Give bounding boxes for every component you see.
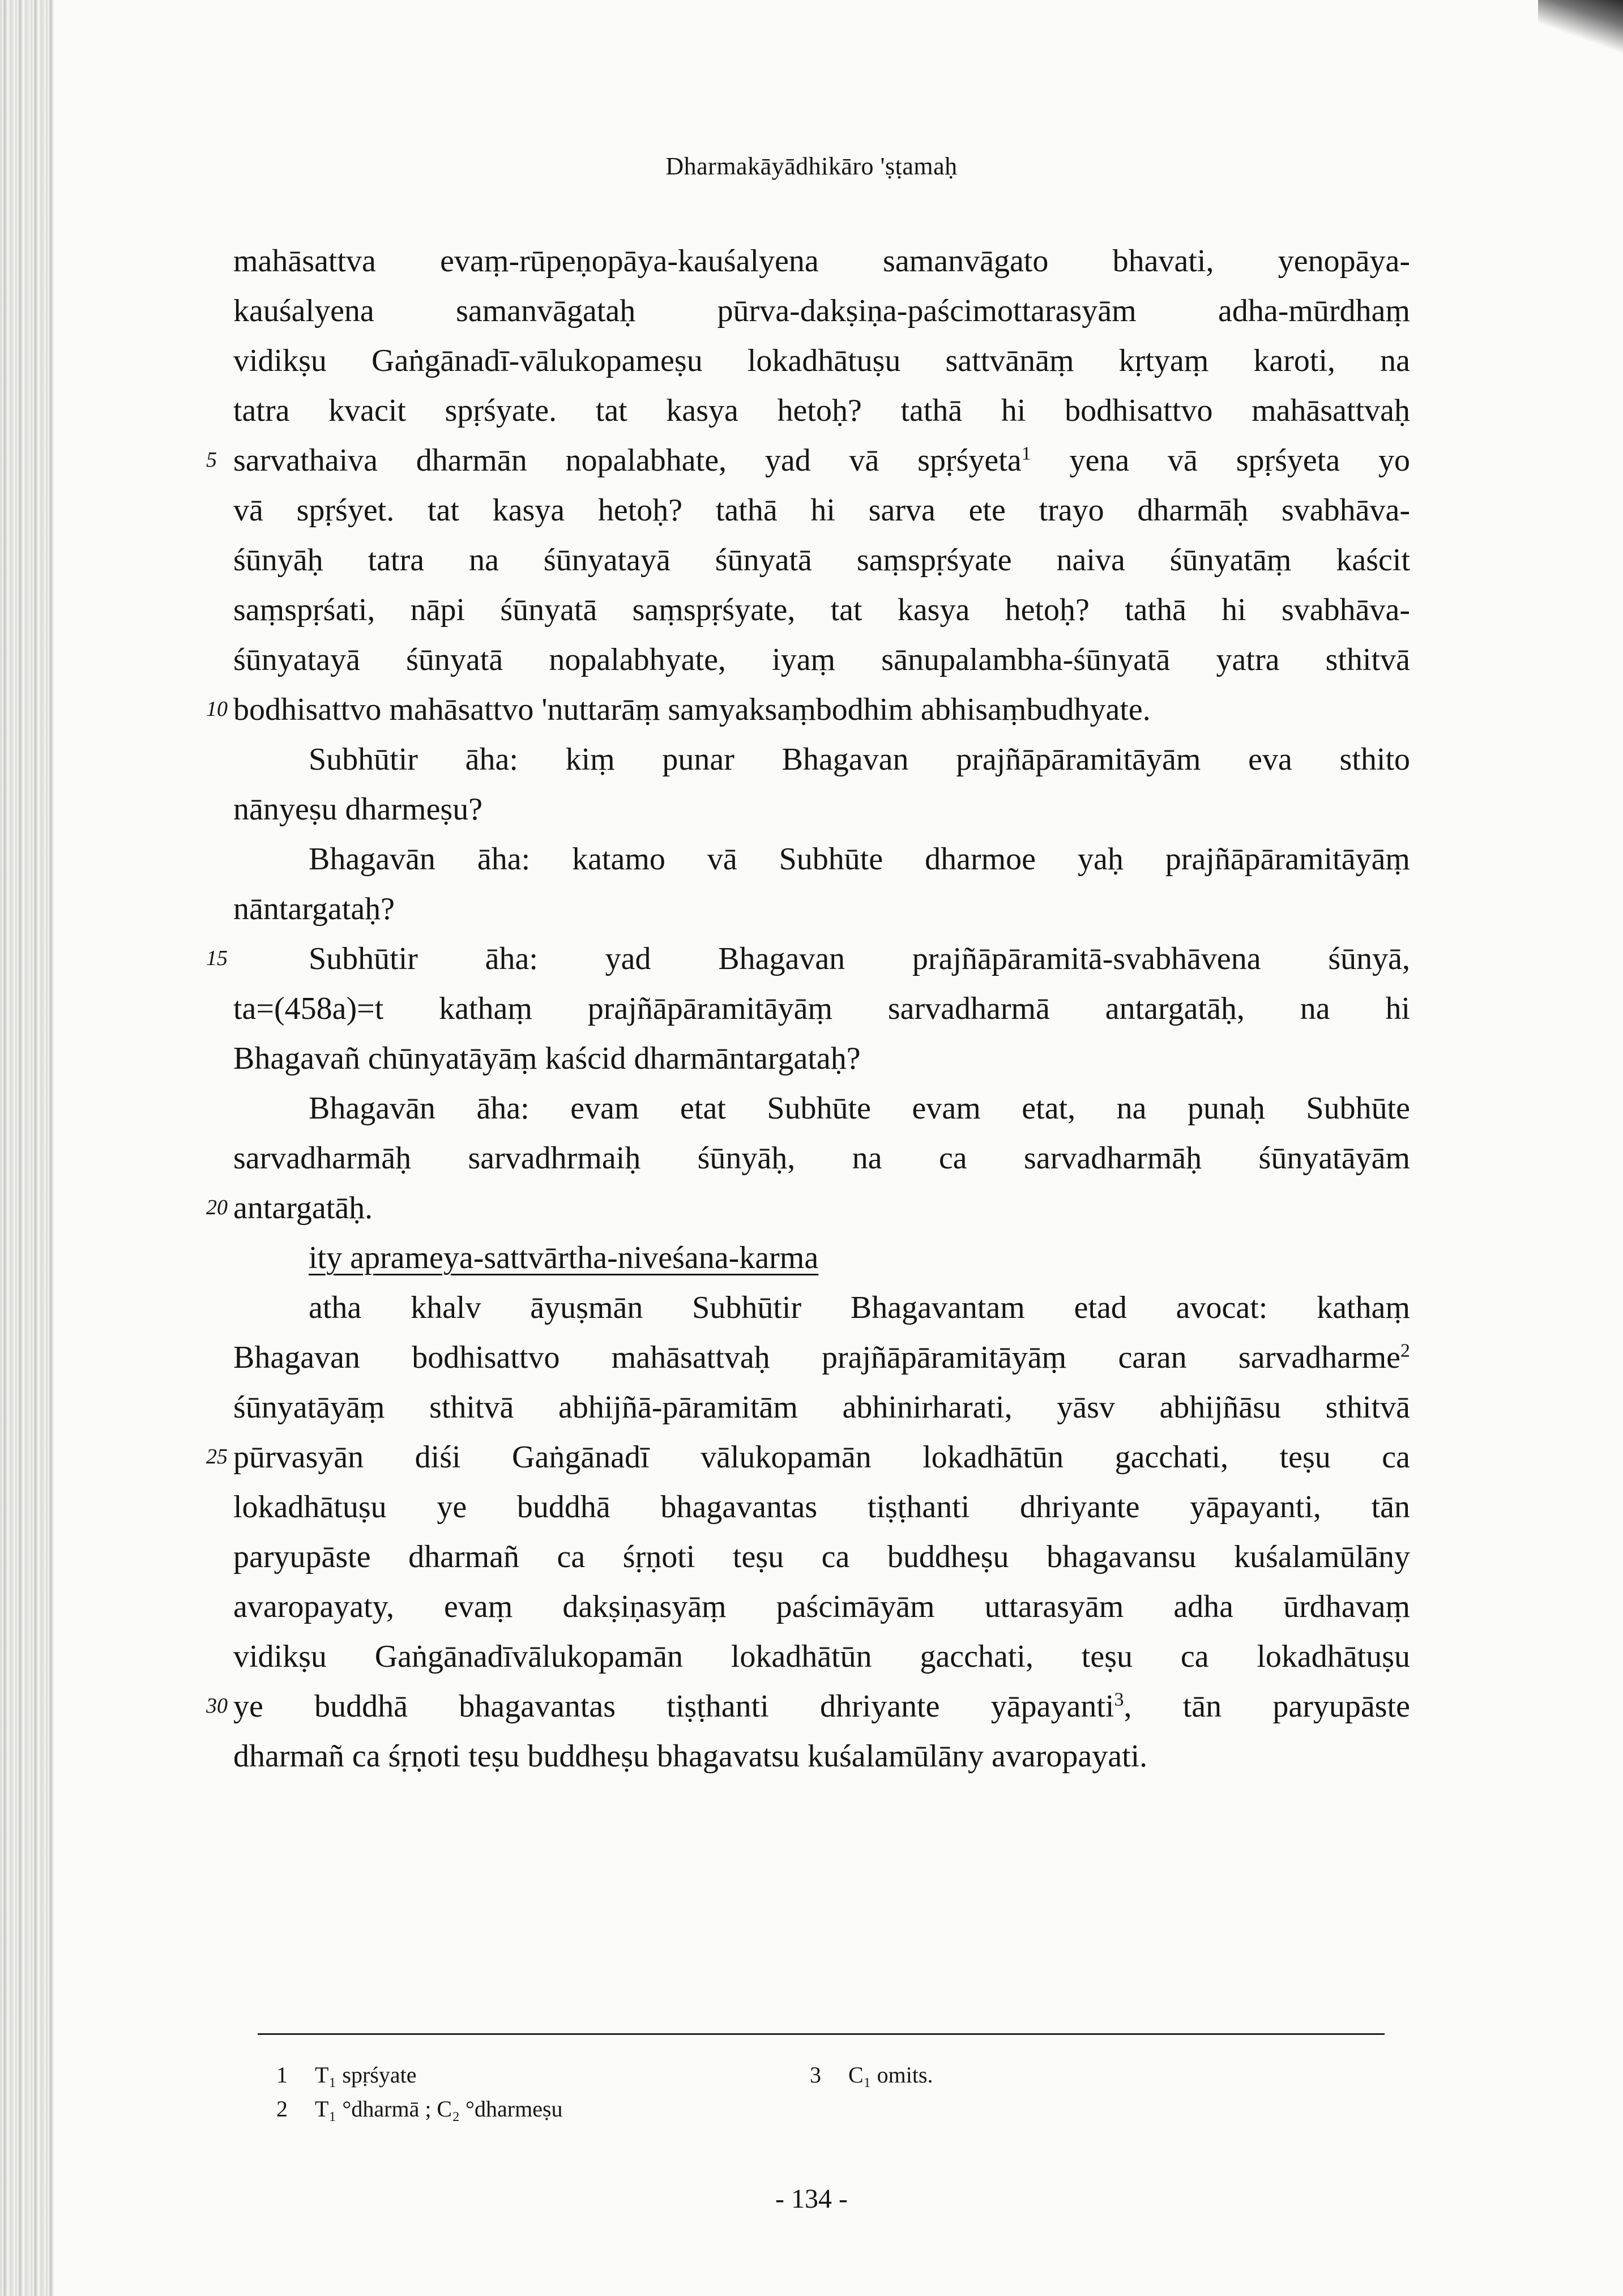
text-line: Subhūtir āha: kiṃ punar Bhagavan prajñāpāramitāyām eva sthito <box>309 742 1410 777</box>
footnote-ref: 1 <box>1021 443 1031 464</box>
section-heading: ity aprameya-sattvārtha-niveśana-karma <box>309 1240 819 1275</box>
text-line: avaropayaty, evaṃ dakṣiṇasyāṃ paścimāyām uttarasyām adha ūrdhavaṃ <box>233 1589 1410 1624</box>
text-line: ta=(458a)=t kathaṃ prajñāpāramitāyāṃ sarvadharmā antargatāḥ, na hi <box>233 991 1410 1026</box>
scan-corner-shadow <box>1538 0 1623 62</box>
scan-binding-edge <box>0 0 54 2296</box>
text-line: Bhagavān āha: evam etat Subhūte evam etat, na punaḥ Subhūte <box>309 1091 1410 1126</box>
text-line: saṃspṛśati, nāpi śūnyatā saṃspṛśyate, tat kasya hetoḥ? tathā hi svabhāva- <box>233 592 1410 628</box>
running-header: Dharmakāyādhikāro 'ṣṭamaḥ <box>665 152 958 180</box>
text-line: sarvathaiva dharmān nopalabhate, yad vā spṛśyeta$^1$ yena vā spṛśyeta yo <box>233 443 1411 478</box>
text-line: śūnyatayā śūnyatā nopalabhyate, iyaṃ sānupalambha-śūnyatā yatra sthitvā <box>233 642 1410 677</box>
line-number: 15 <box>206 946 228 970</box>
footnote-ref: 2 <box>1400 1340 1410 1362</box>
text-line: vidikṣu Gaṅgānadīvālukopamān lokadhātūn gacchati, teṣu ca lokadhātuṣu <box>233 1639 1410 1674</box>
text-line: nāntargataḥ? <box>233 891 395 927</box>
footnote-divider <box>258 2033 1385 2035</box>
text-line: atha khalv āyuṣmān Subhūtir Bhagavantam etad avocat: kathaṃ <box>309 1290 1410 1325</box>
page-number: - 134 - <box>775 2184 848 2214</box>
line-number: 20 <box>206 1196 228 1219</box>
footnote: 2 T₁ °dharmā ; C₂ °dharmeṣu <box>276 2096 563 2122</box>
text-line: Bhagavañ chūnyatāyāṃ kaścid dharmāntargataḥ? <box>233 1041 861 1076</box>
line-number: 10 <box>206 697 228 721</box>
text-line: dharmañ ca śṛṇoti teṣu buddheṣu bhagavatsu kuśalamūlāny avaropayati. <box>233 1739 1148 1774</box>
text-line: pūrvasyān diśi Gaṅgānadī vālukopamān lokadhātūn gacchati, teṣu ca <box>233 1440 1410 1475</box>
text-line: bodhisattvo mahāsattvo 'nuttarāṃ samyaksaṃbodhim abhisaṃbudhyate. <box>233 692 1151 727</box>
footnote-ref: 3 <box>1114 1689 1124 1710</box>
text-line: vidikṣu Gaṅgānadī-vālukopameṣu lokadhātuṣu sattvānāṃ kṛtyaṃ karoti, na <box>233 343 1410 378</box>
text-line: vā spṛśyet. tat kasya hetoḥ? tathā hi sarva ete trayo dharmāḥ svabhāva- <box>233 493 1410 528</box>
text-line: Bhagavan bodhisattvo mahāsattvaḥ prajñāpāramitāyāṃ caran sarvadharme$^2$ <box>233 1340 1410 1375</box>
line-number: 30 <box>206 1694 228 1718</box>
text-line: paryupāste dharmañ ca śṛṇoti teṣu ca buddheṣu bhagavansu kuśalamūlāny <box>233 1539 1410 1574</box>
text-line: Bhagavān āha: katamo vā Subhūte dharmoe yaḥ prajñāpāramitāyāṃ <box>309 842 1410 877</box>
text-line: sarvadharmāḥ sarvadhrmaiḥ śūnyāḥ, na ca sarvadharmāḥ śūnyatāyām <box>233 1141 1410 1176</box>
text-line: antargatāḥ. <box>233 1190 373 1226</box>
text-line: lokadhātuṣu ye buddhā bhagavantas tiṣṭhanti dhriyante yāpayanti, tān <box>233 1490 1410 1525</box>
text-line: ye buddhā bhagavantas tiṣṭhanti dhriyante yāpayanti$^3$, tān paryupāste <box>233 1689 1410 1724</box>
text-line: śūnyāḥ tatra na śūnyatayā śūnyatā saṃspṛśyate naiva śūnyatāṃ kaścit <box>233 543 1410 578</box>
text-line: tatra kvacit spṛśyate. tat kasya hetoḥ? tathā hi bodhisattvo mahāsattvaḥ <box>233 393 1410 428</box>
footnote: 1 T₁ spṛśyate <box>276 2062 417 2088</box>
line-number: 5 <box>206 448 217 472</box>
text-line: nānyeṣu dharmeṣu? <box>233 792 483 827</box>
text-line: mahāsattva evaṃ-rūpeṇopāya-kauśalyena samanvāgato bhavati, yenopāya- <box>233 244 1410 279</box>
line-number: 25 <box>206 1445 228 1469</box>
text-line: Subhūtir āha: yad Bhagavan prajñāpāramitā-svabhāvena śūnyā, <box>309 941 1410 976</box>
footnote: 3 C₁ omits. <box>810 2062 933 2088</box>
text-line: kauśalyena samanvāgataḥ pūrva-dakṣiṇa-paścimottarasyām adha-mūrdhaṃ <box>233 293 1410 328</box>
text-line: śūnyatāyāṃ sthitvā abhijñā-pāramitām abhinirharati, yāsv abhijñāsu sthitvā <box>233 1390 1410 1425</box>
